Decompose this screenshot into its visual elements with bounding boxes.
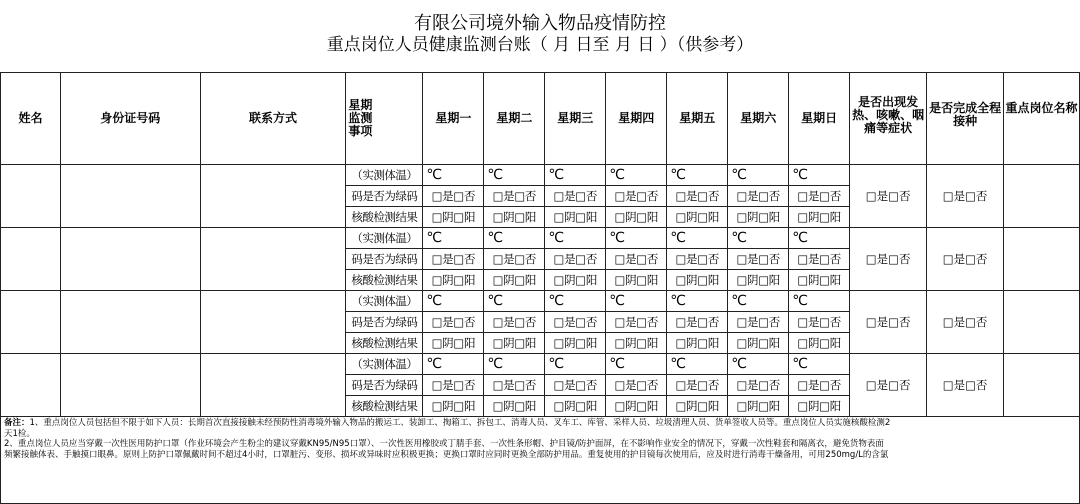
nucleic-result-checkbox[interactable]: □阴□阳 — [545, 270, 606, 291]
green-code-checkbox[interactable]: □是□否 — [484, 375, 545, 396]
row-label: 码是否为绿码 — [346, 186, 423, 207]
row-label: 核酸检测结果 — [346, 207, 423, 228]
vaccinated-checkbox[interactable]: □是□否 — [927, 165, 1004, 228]
col-header-day: 星期四 — [606, 73, 667, 165]
notes-line: 频繁接触体表、手触摸口眼鼻。原则上防护口罩佩戴时间不超过4小时，口罩脏污、变形、损坏或异味时应积极更换；更换口罩时应同时更换全部防护用品。重复使用的护目镜每次使用后，应及时进行消毒干燥备用，可用250mg/L的含氯 — [4, 449, 889, 460]
contact-cell[interactable] — [200, 354, 346, 417]
nucleic-result-checkbox[interactable]: □阴□阳 — [484, 333, 545, 354]
temperature-cell[interactable]: ℃ — [545, 165, 606, 186]
contact-cell[interactable] — [200, 165, 346, 228]
nucleic-result-checkbox[interactable]: □阴□阳 — [667, 270, 728, 291]
green-code-checkbox[interactable]: □是□否 — [667, 249, 728, 270]
green-code-checkbox[interactable]: □是□否 — [545, 375, 606, 396]
page-title: 有限公司境外输入物品疫情防控 — [414, 13, 666, 34]
nucleic-result-checkbox[interactable]: □阴□阳 — [545, 396, 606, 417]
nucleic-result-checkbox[interactable]: □阴□阳 — [728, 396, 789, 417]
temperature-cell[interactable]: ℃ — [789, 165, 850, 186]
temperature-cell[interactable]: ℃ — [484, 291, 545, 312]
contact-cell[interactable] — [200, 291, 346, 354]
name-cell[interactable] — [1, 165, 61, 228]
nucleic-result-checkbox[interactable]: □阴□阳 — [667, 333, 728, 354]
nucleic-result-checkbox[interactable]: □阴□阳 — [789, 396, 850, 417]
green-code-checkbox[interactable]: □是□否 — [728, 312, 789, 333]
nucleic-result-checkbox[interactable]: □阴□阳 — [423, 207, 484, 228]
temperature-cell[interactable]: ℃ — [789, 291, 850, 312]
temperature-cell[interactable]: ℃ — [728, 354, 789, 375]
green-code-checkbox[interactable]: □是□否 — [423, 186, 484, 207]
notes-label: 备注： — [4, 418, 30, 428]
temperature-cell[interactable]: ℃ — [545, 228, 606, 249]
nucleic-result-checkbox[interactable]: □阴□阳 — [667, 396, 728, 417]
temperature-cell[interactable]: ℃ — [423, 291, 484, 312]
id-number-cell[interactable] — [60, 354, 200, 417]
temperature-cell[interactable]: ℃ — [606, 228, 667, 249]
row-label: 码是否为绿码 — [346, 375, 423, 396]
row-label: 核酸检测结果 — [346, 270, 423, 291]
title-block — [0, 0, 1080, 72]
temperature-cell[interactable]: ℃ — [423, 228, 484, 249]
post-name-cell[interactable] — [1004, 165, 1080, 228]
row-label: 核酸检测结果 — [346, 333, 423, 354]
temperature-cell[interactable]: ℃ — [484, 354, 545, 375]
green-code-checkbox[interactable]: □是□否 — [728, 375, 789, 396]
nucleic-result-checkbox[interactable]: □阴□阳 — [606, 207, 667, 228]
vaccinated-checkbox[interactable]: □是□否 — [927, 354, 1004, 417]
nucleic-result-checkbox[interactable]: □阴□阳 — [789, 270, 850, 291]
nucleic-result-checkbox[interactable]: □阴□阳 — [423, 270, 484, 291]
record-subrow — [1, 228, 1080, 249]
post-name-cell[interactable] — [1004, 291, 1080, 354]
nucleic-result-checkbox[interactable]: □阴□阳 — [606, 333, 667, 354]
nucleic-result-checkbox[interactable]: □阴□阳 — [484, 270, 545, 291]
nucleic-result-checkbox[interactable]: □阴□阳 — [728, 207, 789, 228]
notes-section — [0, 417, 1080, 504]
green-code-checkbox[interactable]: □是□否 — [423, 312, 484, 333]
green-code-checkbox[interactable]: □是□否 — [606, 375, 667, 396]
page-subtitle: 重点岗位人员健康监测台账（ 月 日至 月 日 ）（供参考） — [326, 35, 754, 55]
green-code-checkbox[interactable]: □是□否 — [545, 249, 606, 270]
name-cell[interactable] — [1, 228, 61, 291]
nucleic-result-checkbox[interactable]: □阴□阳 — [484, 207, 545, 228]
temperature-cell[interactable]: ℃ — [728, 165, 789, 186]
name-cell[interactable] — [1, 354, 61, 417]
col-header-day: 星期二 — [484, 73, 545, 165]
col-header-day: 星期日 — [789, 73, 850, 165]
temperature-cell[interactable]: ℃ — [667, 291, 728, 312]
id-number-cell[interactable] — [60, 291, 200, 354]
header-row — [1, 73, 1080, 165]
temperature-cell[interactable]: ℃ — [484, 228, 545, 249]
col-header-name: 姓名 — [1, 73, 61, 165]
record-subrow — [1, 165, 1080, 186]
green-code-checkbox[interactable]: □是□否 — [484, 249, 545, 270]
green-code-checkbox[interactable]: □是□否 — [789, 375, 850, 396]
col-header-day: 星期六 — [728, 73, 789, 165]
temperature-cell[interactable]: ℃ — [667, 228, 728, 249]
nucleic-result-checkbox[interactable]: □阴□阳 — [423, 333, 484, 354]
temperature-cell[interactable]: ℃ — [606, 354, 667, 375]
row-label: （实测体温） — [346, 165, 423, 186]
temperature-cell[interactable]: ℃ — [667, 165, 728, 186]
nucleic-result-checkbox[interactable]: □阴□阳 — [545, 333, 606, 354]
green-code-checkbox[interactable]: □是□否 — [545, 186, 606, 207]
temperature-cell[interactable]: ℃ — [423, 165, 484, 186]
vaccinated-checkbox[interactable]: □是□否 — [927, 291, 1004, 354]
col-header-id-number: 身份证号码 — [60, 73, 200, 165]
col-header-contact: 联系方式 — [200, 73, 346, 165]
notes-line — [4, 418, 1076, 429]
post-name-cell[interactable] — [1004, 228, 1080, 291]
notes-line: 天1检。 — [4, 428, 35, 439]
temperature-cell[interactable]: ℃ — [728, 291, 789, 312]
vaccinated-checkbox[interactable]: □是□否 — [927, 228, 1004, 291]
green-code-checkbox[interactable]: □是□否 — [667, 375, 728, 396]
green-code-checkbox[interactable]: □是□否 — [728, 186, 789, 207]
nucleic-result-checkbox[interactable]: □阴□阳 — [484, 396, 545, 417]
green-code-checkbox[interactable]: □是□否 — [423, 249, 484, 270]
temperature-cell[interactable]: ℃ — [545, 354, 606, 375]
nucleic-result-checkbox[interactable]: □阴□阳 — [423, 396, 484, 417]
row-label: 码是否为绿码 — [346, 249, 423, 270]
temperature-cell[interactable]: ℃ — [789, 228, 850, 249]
nucleic-result-checkbox[interactable]: □阴□阳 — [606, 396, 667, 417]
nucleic-result-checkbox[interactable]: □阴□阳 — [545, 207, 606, 228]
temperature-cell[interactable]: ℃ — [545, 291, 606, 312]
nucleic-result-checkbox[interactable]: □阴□阳 — [606, 270, 667, 291]
symptoms-checkbox[interactable]: □是□否 — [850, 228, 927, 291]
temperature-cell[interactable]: ℃ — [667, 354, 728, 375]
temperature-cell[interactable]: ℃ — [484, 165, 545, 186]
nucleic-result-checkbox[interactable]: □阴□阳 — [789, 207, 850, 228]
col-header-day: 星期一 — [423, 73, 484, 165]
col-header-day: 星期三 — [545, 73, 606, 165]
name-cell[interactable] — [1, 291, 61, 354]
symptoms-checkbox[interactable]: □是□否 — [850, 354, 927, 417]
row-label: （实测体温） — [346, 291, 423, 312]
temperature-cell[interactable]: ℃ — [423, 354, 484, 375]
row-label: 核酸检测结果 — [346, 396, 423, 417]
nucleic-result-checkbox[interactable]: □阴□阳 — [667, 207, 728, 228]
record-subrow — [1, 354, 1080, 375]
nucleic-result-checkbox[interactable]: □阴□阳 — [789, 333, 850, 354]
row-label: （实测体温） — [346, 228, 423, 249]
contact-cell[interactable] — [200, 228, 346, 291]
row-label: 码是否为绿码 — [346, 312, 423, 333]
row-label: （实测体温） — [346, 354, 423, 375]
symptoms-checkbox[interactable]: □是□否 — [850, 291, 927, 354]
green-code-checkbox[interactable]: □是□否 — [423, 375, 484, 396]
id-number-cell[interactable] — [60, 228, 200, 291]
post-name-cell[interactable] — [1004, 354, 1080, 417]
col-header-day: 星期五 — [667, 73, 728, 165]
record-subrow — [1, 291, 1080, 312]
nucleic-result-checkbox[interactable]: □阴□阳 — [728, 270, 789, 291]
green-code-checkbox[interactable]: □是□否 — [606, 186, 667, 207]
green-code-checkbox[interactable]: □是□否 — [606, 312, 667, 333]
health-monitoring-table — [0, 72, 1080, 417]
notes-text: 1、重点岗位人员包括但不限于如下人员：长期首次直接接触未经预防性消毒境外输入物品的搬运工、装卸工、掏箱工、拆包工、消毒人员、叉车工、库管、采样人员、垃圾清理人员、货单签收人员等。重点岗位人员实施核酸检测2 — [29, 418, 891, 428]
col-header-vaccinated: 是否完成全程接种 — [927, 73, 1004, 165]
nucleic-result-checkbox[interactable]: □阴□阳 — [728, 333, 789, 354]
green-code-checkbox[interactable]: □是□否 — [606, 249, 667, 270]
green-code-checkbox[interactable]: □是□否 — [728, 249, 789, 270]
col-header-symptoms: 是否出现发热、咳嗽、咽痛等症状 — [850, 73, 927, 165]
green-code-checkbox[interactable]: □是□否 — [789, 186, 850, 207]
green-code-checkbox[interactable]: □是□否 — [545, 312, 606, 333]
green-code-checkbox[interactable]: □是□否 — [667, 312, 728, 333]
notes-line: 2、重点岗位人员应当穿戴一次性医用防护口罩（作业环境会产生粉尘的建议穿戴KN95/N95口罩）、一次性医用橡胶或丁腈手套、一次性条形帽、护目镜/防护面屏，在不影响作业安全的情况下，穿戴一次性鞋套和隔离衣，避免货物表面 — [4, 439, 884, 450]
green-code-checkbox[interactable]: □是□否 — [484, 312, 545, 333]
col-header-week-items: 星期 监测 事项 — [346, 73, 423, 165]
temperature-cell[interactable]: ℃ — [606, 291, 667, 312]
col-header-post-name: 重点岗位名称 — [1004, 73, 1080, 165]
temperature-cell[interactable]: ℃ — [606, 165, 667, 186]
temperature-cell[interactable]: ℃ — [789, 354, 850, 375]
green-code-checkbox[interactable]: □是□否 — [789, 312, 850, 333]
green-code-checkbox[interactable]: □是□否 — [484, 186, 545, 207]
green-code-checkbox[interactable]: □是□否 — [789, 249, 850, 270]
green-code-checkbox[interactable]: □是□否 — [667, 186, 728, 207]
id-number-cell[interactable] — [60, 165, 200, 228]
symptoms-checkbox[interactable]: □是□否 — [850, 165, 927, 228]
temperature-cell[interactable]: ℃ — [728, 228, 789, 249]
